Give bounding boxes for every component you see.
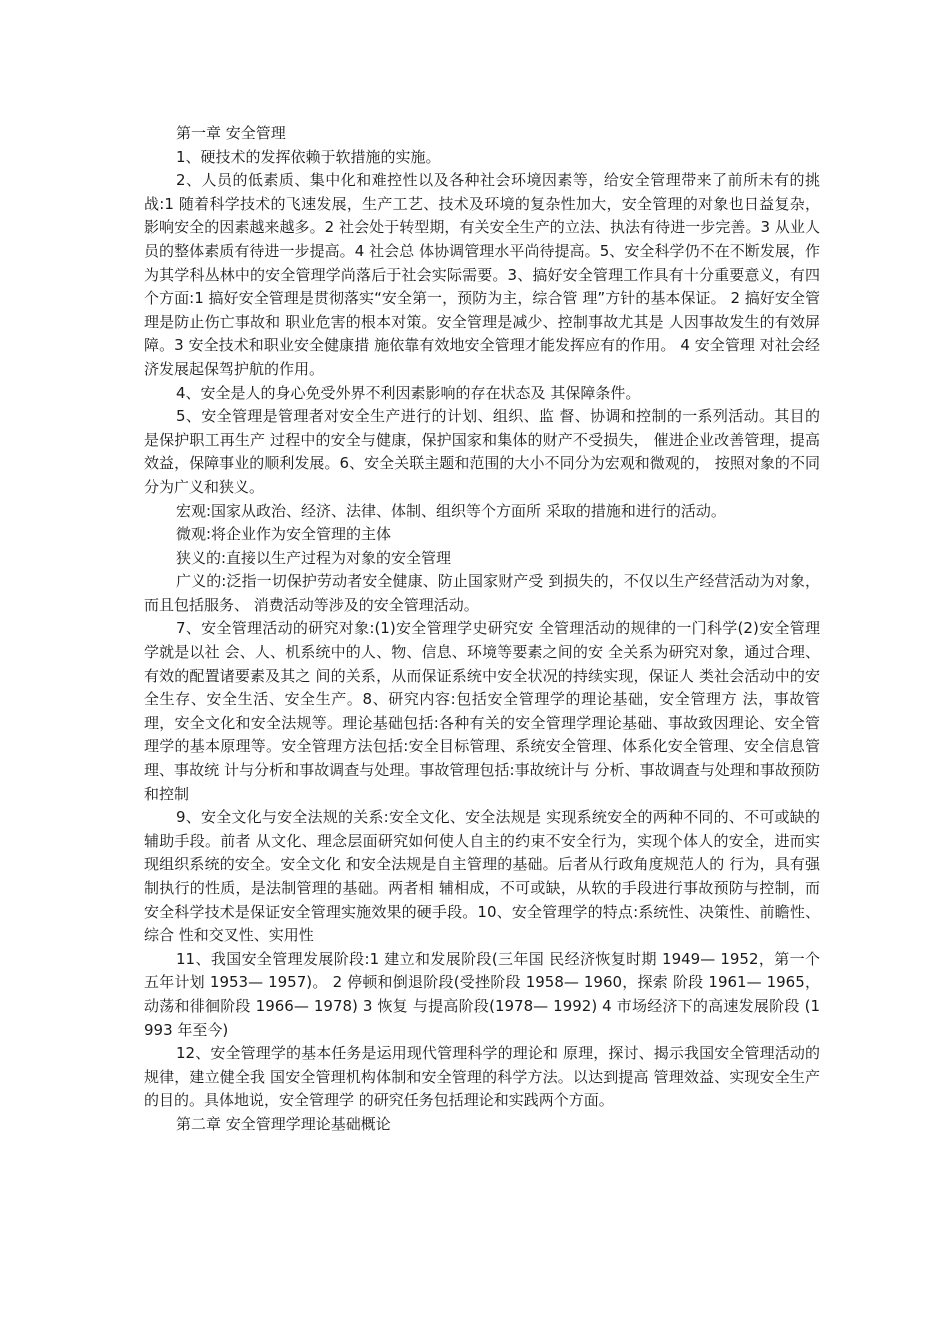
- paragraph-5: 5、安全管理是管理者对安全生产进行的计划、组织、监 督、协调和控制的一系列活动。其目的是保护职工再生产 过程中的安全与健康，保护国家和集体的财产不受损失， 催进企业改善管理，提高效益，保障事业的顺利发展。6、安全关联主题和范围的大小不同分为宏观和微观的， 按照对象的不同分为广义和狭义。: [144, 407, 820, 496]
- document-body: [144, 122, 820, 1137]
- paragraph-11: 11、我国安全管理发展阶段:1 建立和发展阶段(三年国 民经济恢复时期 1949— 1952，第一个五年计划 1953— 1957)。 2 停顿和倒退阶段(受挫阶段 1958— 1960，探索 阶段 1961— 1965，动荡和徘徊阶段 1966— 1978) 3 恢复 与提高阶段(1978— 1992) 4 市场经济下的高速发展阶段 (1993 年至今): [144, 949, 820, 1039]
- paragraph-broad: 广义的:泛指一切保护劳动者安全健康、防止国家财产受 到损失的，不仅以生产经营活动为对象，而且包括服务、 消费活动等涉及的安全管理活动。: [144, 572, 820, 614]
- chapter-heading-1: 第一章 安全管理: [176, 124, 286, 142]
- paragraph-micro: 微观:将企业作为安全管理的主体: [176, 525, 392, 544]
- paragraph-9: 9、安全文化与安全法规的关系:安全文化、安全法规是 实现系统安全的两种不同的、不可或缺的辅助手段。前者 从文化、理念层面研究如何使人自主的约束不安全行为，实现个体人的安全，进而实现组织系统的安全。安全文化 和安全法规是自主管理的基础。后者从行政角度规范人的 行为，具有强制执行的性质，是法制管理的基础。两者相 辅相成，不可或缺，从软的手段进行事故预防与控制，而 安全科学技术是保证安全管理实施效果的硬手段。10、安全管理学的特点:系统性、决策性、前瞻性、综合 性和交叉性、实用性: [144, 808, 820, 945]
- chapter-heading-2: 第二章 安全管理学理论基础概论: [176, 1114, 391, 1133]
- paragraph-2: 2、人员的低素质、集中化和难控性以及各种社会环境因素等，给安全管理带来了前所未有的挑战:1 随着科学技术的飞速发展，生产工艺、技术及环境的复杂性加大，安全管理的对象也日益复杂，影响安全的因素越来越多。2 社会处于转型期，有关安全生产的立法、执法有待进一步完善。3 从业人员的整体素质有待进一步提高。4 社会总 体协调管理水平尚待提高。5、安全科学仍不在不断发展，作为其学科丛林中的安全管理学尚落后于社会实际需要。3、搞好安全管理工作具有十分重要意义，有四个方面:1 搞好安全管理是贯彻落实“安全第一，预防为主，综合管 理”方针的基本保证。 2 搞好安全管理是防止伤亡事故和 职业危害的根本对策。安全管理是减少、控制事故尤其是 人因事故发生的有效屏障。3 安全技术和职业安全健康措 施依靠有效地安全管理才能发挥应有的作用。 4 安全管理 对社会经济发展起保驾护航的作用。: [144, 171, 820, 378]
- paragraph-macro: 宏观:国家从政治、经济、法律、体制、组织等个方面所 采取的措施和进行的活动。: [176, 501, 726, 520]
- paragraph-1: 1、硬技术的发挥依赖于软措施的实施。: [176, 147, 441, 166]
- paragraph-4: 4、安全是人的身心免受外界不利因素影响的存在状态及 其保障条件。: [176, 383, 641, 402]
- paragraph-narrow: 狭义的:直接以生产过程为对象的安全管理: [176, 548, 452, 567]
- paragraph-12: 12、安全管理学的基本任务是运用现代管理科学的理论和 原理，探讨、揭示我国安全管理活动的规律，建立健全我 国安全管理机构体制和安全管理的科学方法。以达到提高 管理效益、实现安全生产的目的。具体地说，安全管理学 的研究任务包括理论和实践两个方面。: [144, 1044, 820, 1110]
- paragraph-7: 7、安全管理活动的研究对象:(1)安全管理学史研究安 全管理活动的规律的一门科学(2)安全管理学就是以社 会、人、机系统中的人、物、信息、环境等要素之间的安 全关系为研究对象，通过合理、有效的配置诸要素及其之 间的关系，从而保证系统中安全状况的持续实现，保证人 类社会活动中的安全生存、安全生活、安全生产。8、研究内容:包括安全管理学的理论基础，安全管理方 法，事故管理，安全文化和安全法规等。理论基础包括:各种有关的安全管理学理论基础、事故致因理论、安全管 理学的基本原理等。安全管理方法包括:安全目标管理、系统安全管理、体系化安全管理、安全信息管理、事故统 计与分析和事故调查与处理。事故管理包括:事故统计与 分析、事故调查与处理和事故预防和控制: [144, 619, 820, 803]
